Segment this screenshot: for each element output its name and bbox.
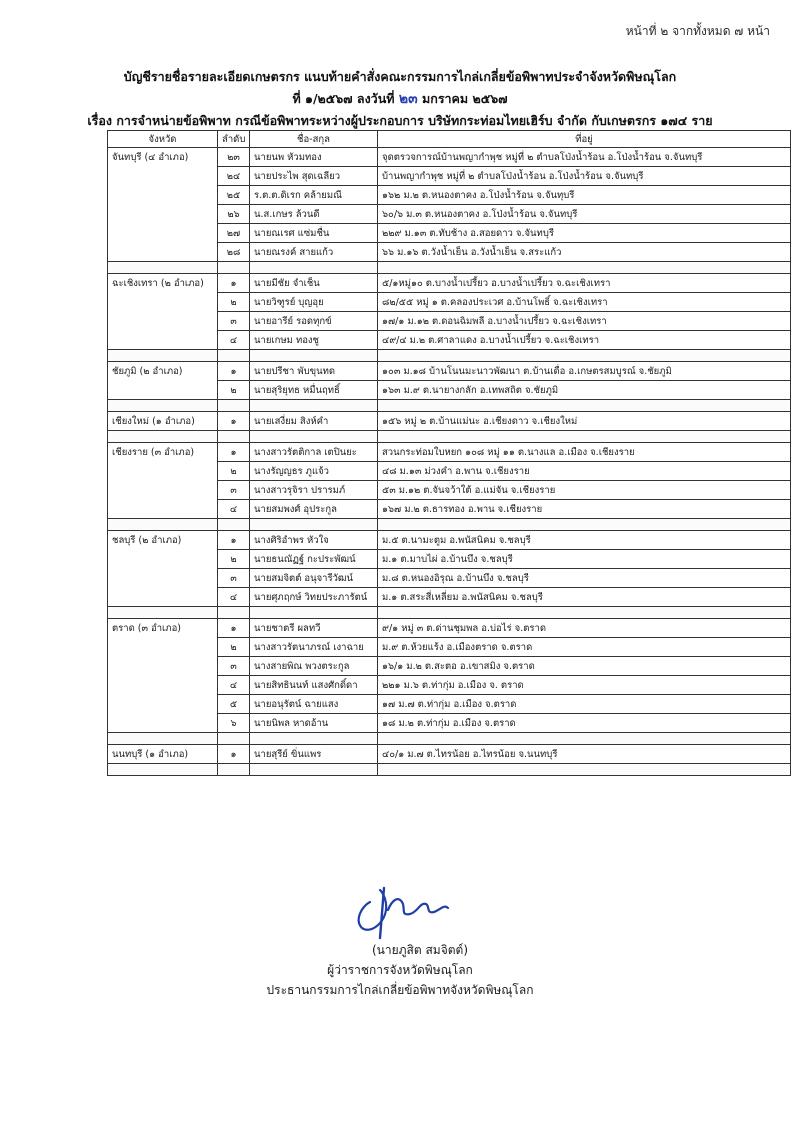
name-cell: นางสายพิณ พวงตระกูล xyxy=(250,657,378,676)
seq-cell: ๔ xyxy=(218,676,250,695)
address-cell: ๔๘ ม.๑๓ ม่วงคำ อ.พาน จ.เชียงราย xyxy=(378,462,791,481)
group-spacer-row xyxy=(108,733,791,745)
handwritten-date: ๒๓ xyxy=(398,91,418,107)
seq-cell: ๓ xyxy=(218,657,250,676)
spacer-cell xyxy=(108,400,218,412)
name-cell: นายนิพล หาดอ้าน xyxy=(250,714,378,733)
province-cell xyxy=(108,274,218,293)
seq-cell: ๔ xyxy=(218,331,250,350)
spacer-cell xyxy=(378,764,791,776)
name-cell: ร.ต.ต.ดิเรก คล้ายมณี xyxy=(250,186,378,205)
farmer-roster-table xyxy=(107,130,791,776)
table-row xyxy=(108,243,791,262)
address-cell: ๔๙/๔ ม.๒ ต.ศาลาแดง อ.บางน้ำเปรี้ยว จ.ฉะเชิงเทรา xyxy=(378,331,791,350)
name-cell: นายสุรีย์ ขิ่นแพร xyxy=(250,745,378,764)
table-row xyxy=(108,293,791,312)
address-cell: ม.๙ ต.ห้วยแร้ง อ.เมืองตราด จ.ตราด xyxy=(378,638,791,657)
spacer-cell xyxy=(108,350,218,362)
signature-block xyxy=(0,940,800,1000)
seq-cell: ๒๘ xyxy=(218,243,250,262)
spacer-cell xyxy=(108,764,218,776)
table-row xyxy=(108,205,791,224)
address-cell: สวนกระท่อมใบหยก ๑๐๘ หมู่ ๑๑ ต.นางแล อ.เมือง จ.เชียงราย xyxy=(378,443,791,462)
spacer-cell xyxy=(218,400,250,412)
name-cell: นางสาวรัตนาภรณ์ เงาฉาย xyxy=(250,638,378,657)
name-cell: นางสาวรุจิรา ปรารมภ์ xyxy=(250,481,378,500)
group-spacer-row xyxy=(108,400,791,412)
table-row xyxy=(108,695,791,714)
order-reference xyxy=(0,88,800,110)
table-row xyxy=(108,412,791,431)
order-prefix: ที่ ๑/๒๕๖๗ ลงวันที่ xyxy=(292,91,395,106)
address-cell: ๑๗ ม.๗ ต.ท่ากุ่ม อ.เมือง จ.ตราด xyxy=(378,695,791,714)
table-row xyxy=(108,148,791,167)
address-cell: ๔๐/๑ ม.๗ ต.ไทรน้อย อ.ไทรน้อย จ.นนทบุรี xyxy=(378,745,791,764)
address-cell: ๑๕๖ หมู่ ๒ ต.บ้านแม่นะ อ.เชียงดาว จ.เชียงใหม่ xyxy=(378,412,791,431)
group-spacer-row xyxy=(108,262,791,274)
spacer-cell xyxy=(218,519,250,531)
province-cell xyxy=(108,443,218,462)
name-cell: นางศิริอำพร หัวใจ xyxy=(250,531,378,550)
province-cell xyxy=(108,695,218,714)
spacer-cell xyxy=(378,400,791,412)
address-cell: ม.๑ ต.มาบไผ่ อ.บ้านบึง จ.ชลบุรี xyxy=(378,550,791,569)
header-seq: ลำดับ xyxy=(218,131,250,148)
seq-cell: ๑ xyxy=(218,619,250,638)
name-cell: นายศุภฤกษ์ วิทยประภารัตน์ xyxy=(250,588,378,607)
group-spacer-row xyxy=(108,607,791,619)
address-cell: ๑๘ ม.๒ ต.ท่ากุ่ม อ.เมือง จ.ตราด xyxy=(378,714,791,733)
spacer-cell xyxy=(378,519,791,531)
name-cell: นายธนณัฏฐ์ กะประพัฒน์ xyxy=(250,550,378,569)
name-cell: นายสิทธินนท์ แสงศักดิ์ดา xyxy=(250,676,378,695)
province-cell xyxy=(108,312,218,331)
header-name: ชื่อ-สกุล xyxy=(250,131,378,148)
address-cell: ๕/๑หมู่๑๐ ต.บางน้ำเปรี้ยว อ.บางน้ำเปรี้ยว จ.ฉะเชิงเทรา xyxy=(378,274,791,293)
spacer-cell xyxy=(378,350,791,362)
seq-cell: ๒๕ xyxy=(218,186,250,205)
name-cell: น.ส.เกษร ล้วนดี xyxy=(250,205,378,224)
table-row xyxy=(108,443,791,462)
province-cell xyxy=(108,224,218,243)
seq-cell: ๑ xyxy=(218,412,250,431)
table-row xyxy=(108,312,791,331)
address-cell: ๖๐/๖ ม.๓ ต.หนองตาคง อ.โป่งน้ำร้อน จ.จันทบุรี xyxy=(378,205,791,224)
province-cell xyxy=(108,638,218,657)
table-body xyxy=(108,148,791,776)
table-row xyxy=(108,500,791,519)
name-cell: นายสมจิตต์ อนุจารีวัฒน์ xyxy=(250,569,378,588)
spacer-cell xyxy=(218,733,250,745)
address-cell: ๒๒๑ ม.๖ ต.ท่ากุ่ม อ.เมือง จ. ตราด xyxy=(378,676,791,695)
province-cell xyxy=(108,243,218,262)
document-subject: เรื่อง การจำหน่ายข้อพิพาท กรณีข้อพิพาทระหว่างผู้ประกอบการ บริษัทกระท่อมไทยเฮิร์บ จำกัด กับเกษตรกร ๑๗๔ ราย xyxy=(87,113,713,128)
province-cell xyxy=(108,293,218,312)
group-spacer-row xyxy=(108,764,791,776)
spacer-cell xyxy=(218,607,250,619)
name-cell: นายปรีชา พับขุนทด xyxy=(250,362,378,381)
seq-cell: ๓ xyxy=(218,569,250,588)
province-cell xyxy=(108,550,218,569)
name-cell: นายประไพ สุดเฉลียว xyxy=(250,167,378,186)
name-cell: นายเกษม ทองชู xyxy=(250,331,378,350)
signature-scribble xyxy=(340,880,480,940)
group-spacer-row xyxy=(108,431,791,443)
spacer-cell xyxy=(218,350,250,362)
table-row xyxy=(108,531,791,550)
spacer-cell xyxy=(218,764,250,776)
province-cell xyxy=(108,588,218,607)
address-cell: ๑๖๓ ม.๙ ต.นายางกลัก อ.เทพสถิต จ.ชัยภูมิ xyxy=(378,381,791,400)
name-cell: นายสุริยุทธ หมื่นฤทธิ์ xyxy=(250,381,378,400)
spacer-cell xyxy=(378,262,791,274)
table-row xyxy=(108,362,791,381)
table-row xyxy=(108,331,791,350)
seq-cell: ๑ xyxy=(218,274,250,293)
address-cell: จุดตรวจการณ์บ้านพญากำพุช หมู่ที่ ๒ ตำบลโป่งน้ำร้อน อ.โป่งน้ำร้อน จ.จันทบุรี xyxy=(378,148,791,167)
table-row xyxy=(108,745,791,764)
province-label: เชียงใหม่ (๑ อำเภอ) xyxy=(112,415,195,427)
name-cell: นายนพ หัวมทอง xyxy=(250,148,378,167)
table-row xyxy=(108,676,791,695)
group-spacer-row xyxy=(108,519,791,531)
seq-cell: ๒ xyxy=(218,462,250,481)
province-cell xyxy=(108,714,218,733)
province-cell xyxy=(108,531,218,550)
address-cell: ๒๒๙ ม.๑๓ ต.ทับช้าง อ.สอยดาว จ.จันทบุรี xyxy=(378,224,791,243)
table-row xyxy=(108,714,791,733)
spacer-cell xyxy=(250,262,378,274)
seq-cell: ๒๔ xyxy=(218,167,250,186)
seq-cell: ๒๗ xyxy=(218,224,250,243)
spacer-cell xyxy=(250,607,378,619)
table-row xyxy=(108,462,791,481)
table-row xyxy=(108,588,791,607)
province-cell xyxy=(108,148,218,167)
province-cell xyxy=(108,500,218,519)
name-cell: นายเสงี่ยม สิงห์คำ xyxy=(250,412,378,431)
seq-cell: ๒ xyxy=(218,638,250,657)
province-label: นนทบุรี (๑ อำเภอ) xyxy=(112,748,189,760)
seq-cell: ๑ xyxy=(218,531,250,550)
address-cell: ๑๖๗ ม.๒ ต.ธารทอง อ.พาน จ.เชียงราย xyxy=(378,500,791,519)
spacer-cell xyxy=(250,350,378,362)
seq-cell: ๒ xyxy=(218,550,250,569)
address-cell: ๘๒/๕๕ หมู่ ๑ ต.คลองประเวศ อ.บ้านโพธิ์ จ.ฉะเชิงเทรา xyxy=(378,293,791,312)
province-cell xyxy=(108,657,218,676)
province-label: ตราด (๓ อำเภอ) xyxy=(112,622,181,634)
spacer-cell xyxy=(108,519,218,531)
table-row xyxy=(108,274,791,293)
province-label: จันทบุรี (๔ อำเภอ) xyxy=(112,151,189,163)
signer-name: (นายภูสิต สมจิตต์) xyxy=(371,943,469,957)
table-row xyxy=(108,638,791,657)
province-cell xyxy=(108,619,218,638)
seq-cell: ๔ xyxy=(218,588,250,607)
name-cell: นายชาตรี ผลทวี xyxy=(250,619,378,638)
table-row xyxy=(108,569,791,588)
province-cell xyxy=(108,745,218,764)
address-cell: ม.๕ ต.นามะตูม อ.พนัสนิคม จ.ชลบุรี xyxy=(378,531,791,550)
spacer-cell xyxy=(108,431,218,443)
province-cell xyxy=(108,381,218,400)
address-cell: ๑๖๒ ม.๒ ต.หนองตาคง อ.โป่งน้ำร้อน จ.จันทุบรี xyxy=(378,186,791,205)
seq-cell: ๒ xyxy=(218,381,250,400)
table-row xyxy=(108,657,791,676)
table-header-row xyxy=(108,131,791,148)
address-cell: ๑๐๓ ม.๑๘ บ้านโนนมะนาวพัฒนา ต.บ้านเดื่อ อ.เกษตรสมบูรณ์ จ.ชัยภูมิ xyxy=(378,362,791,381)
address-cell: ๕๓ ม.๑๒ ต.จันจว้าใต้ อ.แม่จัน จ.เชียงราย xyxy=(378,481,791,500)
spacer-cell xyxy=(250,519,378,531)
spacer-cell xyxy=(108,262,218,274)
table-row xyxy=(108,186,791,205)
province-cell xyxy=(108,569,218,588)
signer-title: ผู้ว่าราชการจังหวัดพิษณุโลก xyxy=(327,963,473,977)
spacer-cell xyxy=(378,733,791,745)
document-title: บัญชีรายชื่อรายละเอียดเกษตรกร แนบท้ายคำสั่งคณะกรรมการไกล่เกลี่ยข้อพิพาทประจำจังหวัดพิษณุโลก xyxy=(123,69,677,84)
spacer-cell xyxy=(250,733,378,745)
address-cell: ๑๗/๑ ม.๑๒ ต.ดอนฉิมพลี อ.บางน้ำเปรี้ยว จ.ฉะเชิงเทรา xyxy=(378,312,791,331)
table-row xyxy=(108,381,791,400)
name-cell: นายวิฑูรย์ บุญอุย xyxy=(250,293,378,312)
table-row xyxy=(108,224,791,243)
spacer-cell xyxy=(250,431,378,443)
seq-cell: ๑ xyxy=(218,362,250,381)
seq-cell: ๑ xyxy=(218,745,250,764)
seq-cell: ๖ xyxy=(218,714,250,733)
province-cell xyxy=(108,481,218,500)
spacer-cell xyxy=(218,262,250,274)
province-cell xyxy=(108,676,218,695)
seq-cell: ๕ xyxy=(218,695,250,714)
province-cell xyxy=(108,205,218,224)
province-cell xyxy=(108,186,218,205)
name-cell: นายอารีย์ รอดทุกข์ xyxy=(250,312,378,331)
spacer-cell xyxy=(108,733,218,745)
spacer-cell xyxy=(250,400,378,412)
province-cell xyxy=(108,331,218,350)
province-cell xyxy=(108,462,218,481)
header-address: ที่อยู่ xyxy=(378,131,791,148)
table-row xyxy=(108,550,791,569)
spacer-cell xyxy=(218,431,250,443)
seq-cell: ๒ xyxy=(218,293,250,312)
table-row xyxy=(108,481,791,500)
name-cell: นางสาวรัตติกาล เตปินยะ xyxy=(250,443,378,462)
spacer-cell xyxy=(108,607,218,619)
address-cell: บ้านพญากำพุช หมู่ที่ ๒ ตำบลโป่งน้ำร้อน อ.โป่งน้ำร้อน จ.จันทบุรี xyxy=(378,167,791,186)
address-cell: ๑๖/๑ ม.๒ ต.สะตอ อ.เขาสมิง จ.ตราด xyxy=(378,657,791,676)
seq-cell: ๔ xyxy=(218,500,250,519)
signer-role: ประธานกรรมการไกล่เกลี่ยข้อพิพาทจังหวัดพิษณุโลก xyxy=(266,983,534,997)
document-header xyxy=(0,66,800,132)
province-cell xyxy=(108,167,218,186)
seq-cell: ๑ xyxy=(218,443,250,462)
spacer-cell xyxy=(378,431,791,443)
address-cell: ม.๑ ต.สระสี่เหลี่ยม อ.พนัสนิคม จ.ชลบุรี xyxy=(378,588,791,607)
group-spacer-row xyxy=(108,350,791,362)
seq-cell: ๒๖ xyxy=(218,205,250,224)
province-label: ชัยภูมิ (๒ อำเภอ) xyxy=(112,365,183,377)
province-cell xyxy=(108,362,218,381)
order-suffix: มกราคม ๒๕๖๗ xyxy=(422,91,508,106)
province-label: เชียงราย (๓ อำเภอ) xyxy=(112,446,195,458)
page-number: หน้าที่ ๒ จากทั้งหมด ๗ หน้า xyxy=(625,24,770,38)
seq-cell: ๓ xyxy=(218,481,250,500)
seq-cell: ๓ xyxy=(218,312,250,331)
table-row xyxy=(108,167,791,186)
province-cell xyxy=(108,412,218,431)
name-cell: นายสมพงศ์ อุประกูล xyxy=(250,500,378,519)
name-cell: นายมีชัย จำเช็น xyxy=(250,274,378,293)
name-cell: นายอนุรัตน์ ฉายแสง xyxy=(250,695,378,714)
address-cell: ๙/๑ หมู่ ๓ ต.ด่านชุมพล อ.บ่อไร่ จ.ตราด xyxy=(378,619,791,638)
province-label: ฉะเชิงเทรา (๒ อำเภอ) xyxy=(112,277,204,289)
address-cell: ๖๖ ม.๑๖ ต.วังน้ำเย็น อ.วังน้ำเย็น จ.สระแก้ว xyxy=(378,243,791,262)
table-row xyxy=(108,619,791,638)
address-cell: ม.๘ ต.หนองอิรุณ อ.บ้านบึง จ.ชลบุรี xyxy=(378,569,791,588)
seq-cell: ๒๓ xyxy=(218,148,250,167)
name-cell: นางรัญญธร ภูแจ้ว xyxy=(250,462,378,481)
name-cell: นายณรงค์ สายแก้ว xyxy=(250,243,378,262)
name-cell: นายณเรศ แซ่มชื่น xyxy=(250,224,378,243)
province-label: ชลบุรี (๒ อำเภอ) xyxy=(112,534,182,546)
spacer-cell xyxy=(250,764,378,776)
spacer-cell xyxy=(378,607,791,619)
header-province: จังหวัด xyxy=(108,131,218,148)
